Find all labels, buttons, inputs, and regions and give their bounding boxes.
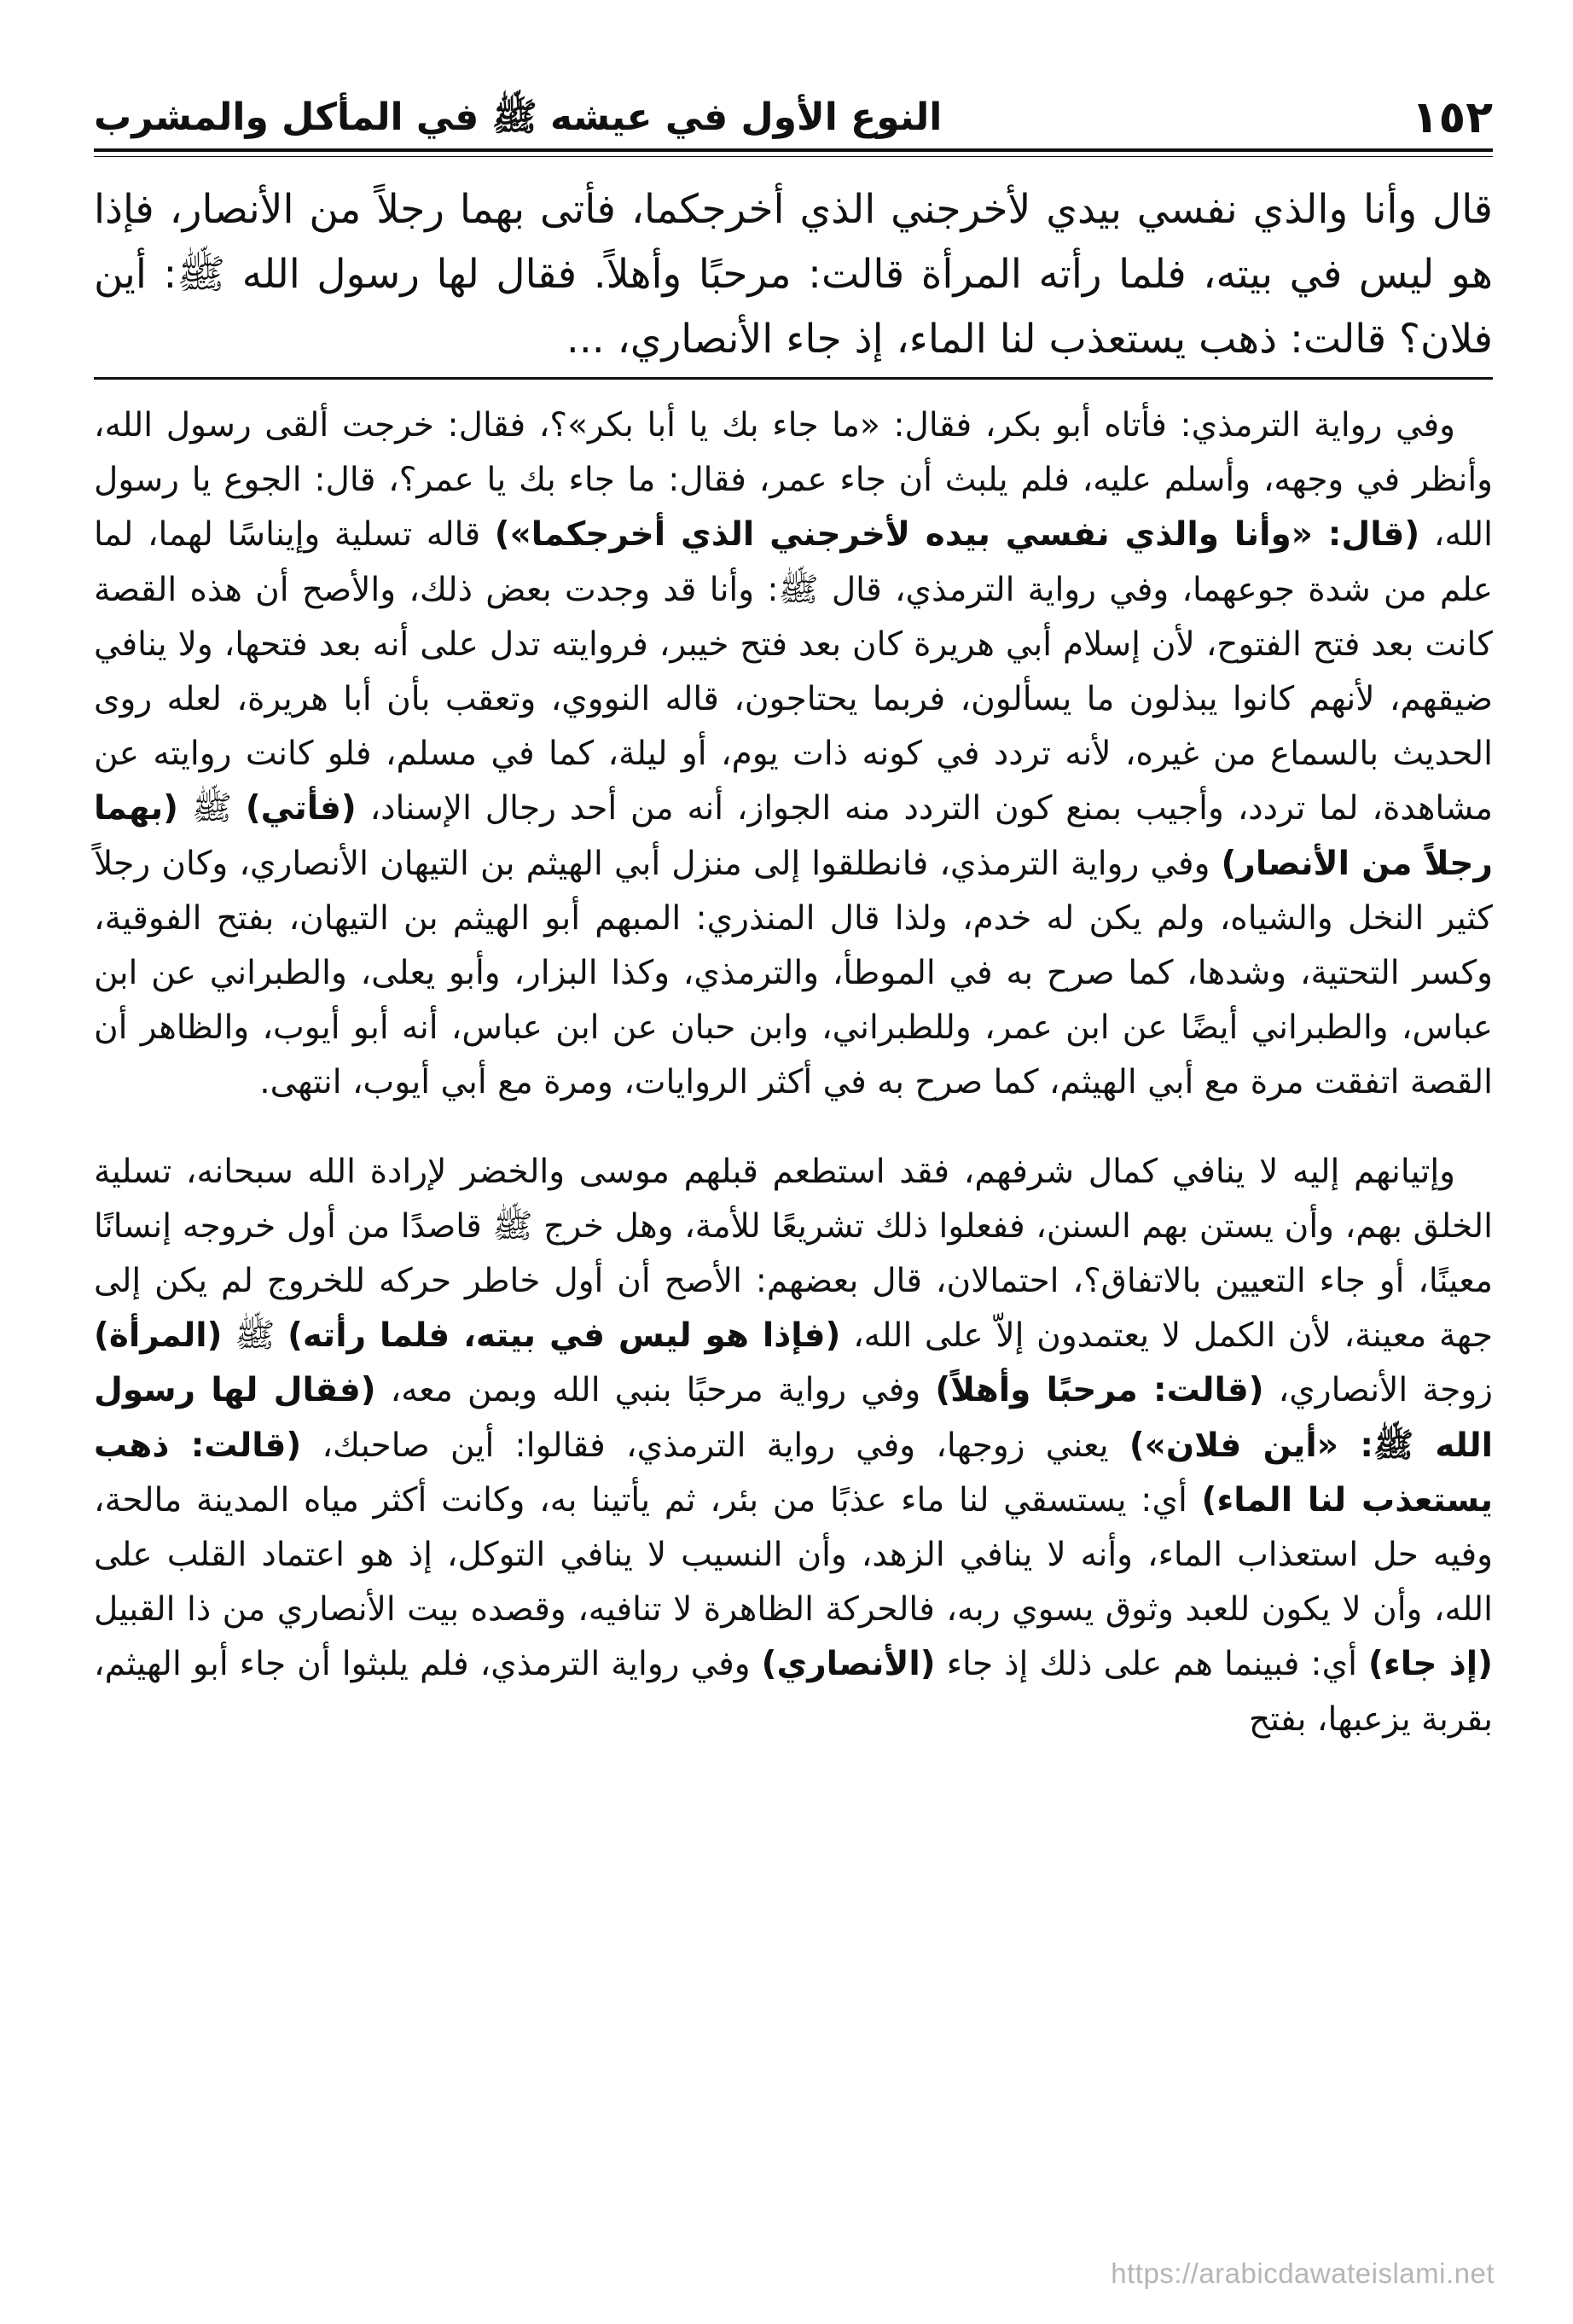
text-run: قاله تسلية وإيناسًا لهما، لما علم من شدة جوعهما، وفي رواية الترمذي، قال ﷺ: وأنا قد وجدت بعض ذلك، والأصح أن هذه القصة كانت بعد فتح الفتوح، لأن إسلام أبي هريرة كان بعد فتح خيبر، فروايته تدل على أنه بعد فتحها، ولا ينافي ضيقهم، لأنهم كانوا يبذلون ما يسألون، فربما يحتاجون، قاله النووي، وتعقب بأن أبا هريرة، لعله روى الحديث بالسماع من غيره، لأنه تردد في كونه ذات يوم، أو ليلة، كما في مسلم، فلو كانت روايته عن مشاهدة، لما تردد، وأجيب بمنع كون التردد منه الجواز، أنه من أحد رجال الإسناد، xyxy=(94,515,1493,828)
page-number: ١٥٢ xyxy=(1411,92,1493,143)
text-run: وفي رواية الترمذي، فانطلقوا إلى منزل أبي الهيثم بن التيهان الأنصاري، وكان رجلاً كثير النخل والشياه، ولم يكن له خدم، ولذا قال المنذري: المبهم أبو الهيثم بن التيهان، بفتح الفوقية، وكسر التحتية، وشدها، كما صرح به في الموطأ، والترمذي، وكذا البزار، وأبو يعلى، والطبراني عن ابن عباس، والطبراني أيضًا عن ابن عمر، وللطبراني، وابن حبان عن ابن عباس، أنه أبو أيوب، والظاهر أن القصة اتفقت مرة مع أبي الهيثم، كما صرح به في أكثر الروايات، ومرة مع أبي أيوب، انتهى. xyxy=(94,844,1493,1102)
page-header xyxy=(94,77,1493,152)
commentary-paragraph-1 xyxy=(94,398,1493,1111)
text-run: وفي رواية الترمذي، فلم يلبثوا أن جاء أبو الهيثم، بقربة يزعبها، بفتح xyxy=(94,1645,1493,1739)
text-run: أي: يستسقي لنا ماء عذبًا من بئر، ثم يأتينا به، وكانت أكثر مياه المدينة مالحة، وفيه حل استعذاب الماء، وأنه لا ينافي الزهد، وأن النسيب لا ينافي التوكل، إذ هو اعتماد القلب على الله، وأن لا يكون للعبد وثوق يسوي ربه، فالحركة الظاهرة لا تنافيه، وقصده بيت الأنصاري من ذا القبيل xyxy=(94,1480,1493,1630)
header-rule xyxy=(94,156,1493,157)
watermark-url: https://arabicdawateislami.net xyxy=(1111,2257,1495,2289)
quoted-phrase: (قالت: ذهب يستعذب لنا الماء) xyxy=(94,1426,1493,1519)
quoted-phrase: (قالت: مرحبًا وأهلاً) xyxy=(935,1371,1264,1410)
quoted-phrase: (بهما رجلاً من الأنصار) xyxy=(94,789,1493,883)
quoted-phrase: (قال: «وأنا والذي نفسي بيده لأخرجني الذي أخرجكما») xyxy=(494,515,1420,555)
quoted-phrase: (فأتي) xyxy=(245,789,357,828)
text-run: زوجة الأنصاري، xyxy=(1263,1371,1494,1410)
text-run: ﷺ xyxy=(222,1316,288,1356)
commentary-paragraph-2 xyxy=(94,1145,1493,1747)
book-page xyxy=(94,77,1493,2261)
text-run: وفي رواية مرحبًا بنبي الله وبمن معه، xyxy=(375,1371,936,1410)
quoted-phrase: (المرأة) xyxy=(94,1316,223,1356)
quoted-phrase: (الأنصاري) xyxy=(761,1645,936,1684)
hadith-text xyxy=(94,177,1493,372)
running-head: النوع الأول في عيشه ﷺ في المأكل والمشرب xyxy=(94,96,943,139)
quoted-phrase: (فقال لها رسول الله ﷺ: «أين فلان») xyxy=(94,1371,1494,1465)
text-run: أي: فبينما هم على ذلك إذ جاء xyxy=(935,1645,1369,1684)
quoted-phrase: (إذ جاء) xyxy=(1368,1645,1493,1684)
commentary xyxy=(94,398,1493,1747)
quoted-phrase: (فإذا هو ليس في بيته، فلما رأته) xyxy=(287,1316,841,1356)
separator-rule xyxy=(94,377,1493,380)
text-run: ﷺ xyxy=(178,789,246,828)
text-run: وإتيانهم إليه لا ينافي كمال شرفهم، فقد استطعم قبلهم موسى والخضر لإرادة الله سبحانه، تسلية الخلق بهم، وأن يستن بهم السنن، ففعلوا ذلك تشريعًا للأمة، وهل خرج ﷺ قاصدًا من أول خروجه إنسانًا معينًا، أو جاء التعيين بالاتفاق؟، احتمالان، قال بعضهم: الأصح أن أول خاطر حركه للخروج لم يكن إلى جهة معينة، لأن الكمل لا يعتمدون إلاّ على الله، xyxy=(94,1152,1494,1356)
hadith-paragraph: قال وأنا والذي نفسي بيدي لأخرجني الذي أخرجكما، فأتى بهما رجلاً من الأنصار، فإذا هو ليس في بيته، فلما رأته المرأة قالت: مرحبًا وأهلاً. فقال لها رسول الله ﷺ: أين فلان؟ قالت: ذهب يستعذب لنا الماء، إذ جاء الأنصاري، ... xyxy=(94,186,1493,363)
text-run: وفي رواية الترمذي: فأتاه أبو بكر، فقال: «ما جاء بك يا أبا بكر»؟، فقال: خرجت ألقى رسول الله، وأنظر في وجهه، وأسلم عليه، فلم يلبث أن جاء عمر، فقال: ما جاء بك يا عمر؟، قال: الجوع يا رسول الله، xyxy=(94,406,1493,555)
text-run: يعني زوجها، وفي رواية الترمذي، فقالوا: أين صاحبك، xyxy=(301,1426,1129,1465)
